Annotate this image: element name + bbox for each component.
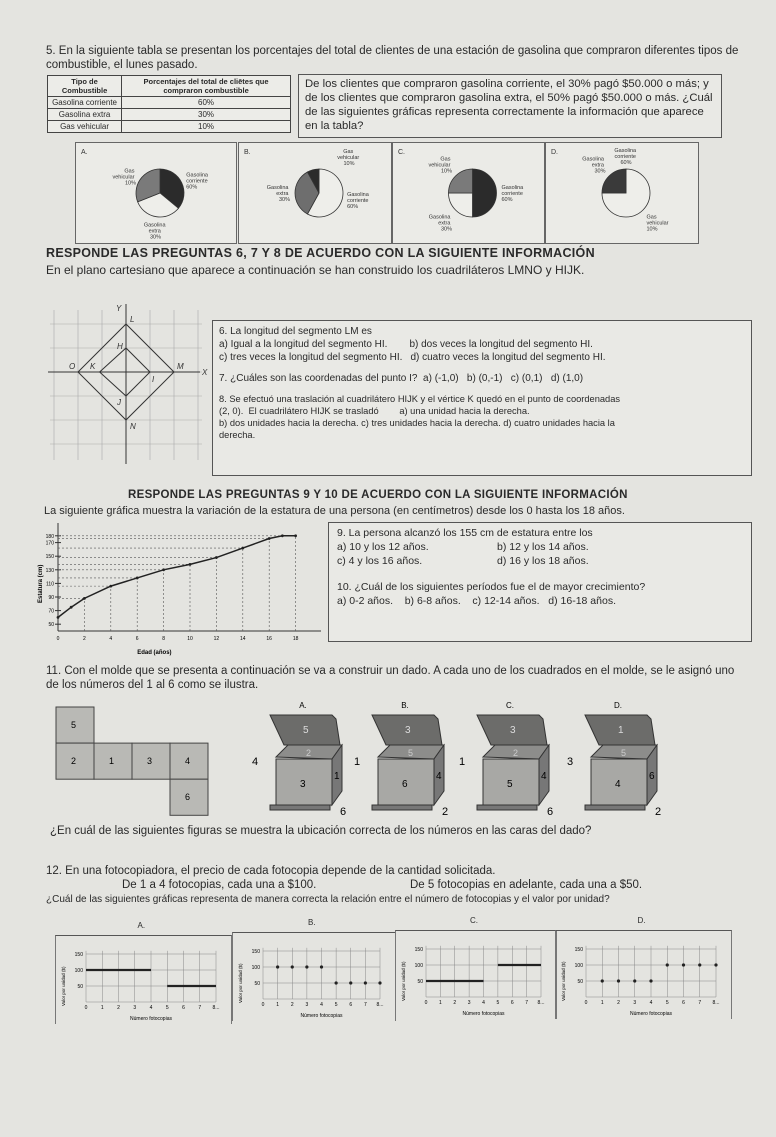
x-tick-label: 4 (649, 1000, 653, 1006)
data-point (109, 585, 112, 588)
die-base (270, 805, 330, 810)
table-header: Tipo de Combustible (48, 76, 122, 97)
x-tick-label: 6 (349, 1002, 353, 1008)
y-tick-label: 70 (48, 608, 54, 615)
data-point (189, 563, 192, 566)
pie-option-a[interactable] (75, 142, 237, 244)
x-tick-label: 0 (261, 1002, 265, 1008)
q9-option-a[interactable]: a) 10 y los 12 años. (337, 541, 429, 553)
data-point (649, 979, 652, 982)
q910-box (328, 522, 752, 642)
option-label: D. (551, 149, 558, 156)
q12-option-label: D. (637, 916, 646, 925)
x-tick-label: 4 (482, 1000, 485, 1006)
q6-option-c[interactable]: c) tres veces la longitud del segmento HI. (219, 352, 403, 363)
x-tick-label: 5 (165, 1005, 169, 1011)
x-tick-label: 2 (290, 1002, 294, 1008)
x-tick-label: 12 (213, 636, 220, 642)
x-tick-label: 7 (698, 1000, 702, 1006)
x-tick-label: 6 (135, 636, 139, 642)
x-axis-label: Número fotocopias (130, 1016, 172, 1022)
table-cell: Gasolina extra (48, 109, 122, 121)
y-tick-label: 100 (251, 965, 260, 971)
die-front-number: 5 (507, 779, 513, 790)
y-tick-label: 50 (77, 984, 83, 990)
data-point (215, 556, 218, 559)
data-point (364, 981, 367, 984)
q8-line4: derecha. (219, 430, 256, 440)
data-point (378, 981, 381, 984)
x-tick-label: 6 (682, 1000, 685, 1006)
data-point (83, 597, 86, 600)
section-intro-678: En el plano cartesiano que aparece a continuación se han construido los cuadriláteros LMNO y HIJK. (46, 263, 585, 277)
option-label: C. (506, 701, 514, 710)
die-left-number: 4 (252, 756, 259, 768)
x-tick-label: 4 (320, 1002, 323, 1008)
y-tick-label: 130 (45, 567, 54, 574)
q9-option-c[interactable]: c) 4 y los 16 años. (337, 555, 423, 567)
die-left-number: 1 (459, 756, 466, 768)
q11-text: 11. Con el molde que se presenta a continuación se va a construir un dado. A cada uno de los cuadrados en el molde, se le asignó uno de los números del 1 al 6 como se ilustra. (46, 665, 735, 691)
copy-chart-option-d[interactable] (555, 930, 732, 1019)
pie-slice-label: Gasolina corriente 60% (614, 148, 638, 166)
q12-option-label: A. (137, 921, 146, 930)
y-axis-label: Estatura (cm) (38, 564, 44, 603)
q9-option-d[interactable]: d) 16 y los 18 años. (497, 555, 589, 567)
copy-chart-option-b[interactable] (232, 932, 396, 1021)
x-tick-label: 3 (633, 1000, 637, 1006)
die-front-number: 6 (402, 779, 408, 790)
q8-line1: 8. Se efectuó una traslación al cuadrilátero HIJK y el vértice K quedó en el punto de coordenadas (219, 394, 621, 404)
pie-slice (449, 169, 473, 193)
pie-slice (449, 193, 473, 217)
height-chart (36, 521, 326, 657)
y-tick-label: 150 (45, 554, 54, 561)
q6-text: 6. La longitud del segmento LM es (219, 326, 372, 337)
pie-slice-label: Gas vehicular 10% (428, 156, 452, 175)
table-row (48, 109, 291, 121)
q6-option-d[interactable]: d) cuatro veces la longitud del segmento HI. (410, 352, 606, 363)
point-label: O (69, 362, 76, 371)
die-top-number: 1 (618, 725, 624, 736)
point-label: K (90, 362, 96, 371)
q10-options[interactable]: a) 0-2 años. b) 6-8 años. c) 12-14 años. d) 16-18 años. (337, 595, 616, 607)
pie-option-b[interactable] (238, 142, 392, 244)
option-label: C. (398, 149, 405, 156)
die-inner-number: 2 (306, 748, 312, 758)
die-side-number: 4 (436, 771, 442, 782)
height-curve (58, 536, 296, 618)
q678-box (212, 320, 752, 476)
data-point (162, 568, 165, 571)
option-label: B. (244, 149, 251, 156)
y-tick-label: 150 (574, 947, 583, 953)
table-row (48, 97, 291, 109)
y-tick-label: 100 (574, 963, 583, 969)
point-label: M (177, 362, 184, 371)
die-front-number: 4 (615, 779, 621, 790)
q12-line1: 12. En una fotocopiadora, el precio de cada fotocopia depende de la cantidad solicitada. (46, 865, 496, 877)
die-top-number: 3 (405, 725, 411, 736)
x-tick-label: 3 (305, 1002, 309, 1008)
x-tick-label: 0 (84, 1005, 88, 1011)
die-bottom-number: 2 (655, 806, 662, 818)
copy-chart-option-c[interactable] (395, 930, 557, 1019)
q7-text: 7. ¿Cuáles son las coordenadas del punto I? a) (-1,0) b) (0,-1) c) (0,1) d) (1,0) (219, 373, 584, 384)
x-axis-label: Número fotocopias (630, 1011, 672, 1017)
table-cell: Gas vehicular (48, 121, 122, 133)
table-cell: 30% (122, 109, 291, 121)
x-tick-label: 6 (182, 1005, 185, 1011)
y-tick-label: 50 (254, 981, 260, 987)
y-tick-label: 180 (45, 533, 54, 540)
x-tick-label: 8... (537, 1000, 545, 1006)
point-label: L (130, 315, 135, 324)
table-cell: 60% (122, 97, 291, 109)
x-axis-label: Número fotocopias (462, 1011, 505, 1017)
data-point (136, 577, 139, 580)
fuel-table (47, 75, 291, 133)
die-option-a[interactable] (248, 699, 361, 819)
y-tick-label: 150 (251, 949, 260, 955)
y-tick-label: 90 (48, 595, 54, 601)
x-tick-label: 2 (83, 636, 86, 642)
die-front-number: 3 (300, 779, 306, 790)
y-tick-label: 100 (74, 968, 83, 974)
net-number: 1 (109, 756, 115, 767)
x-tick-label: 7 (198, 1005, 202, 1011)
y-tick-label: 100 (414, 963, 423, 969)
x-tick-label: 2 (617, 1000, 620, 1006)
pie-slice (473, 169, 497, 217)
x-tick-label: 1 (276, 1002, 280, 1008)
table-cell: 10% (122, 121, 291, 133)
x-tick-label: 0 (56, 636, 60, 642)
x-tick-label: 16 (266, 636, 272, 642)
data-point (241, 547, 244, 550)
x-tick-label: 1 (600, 1000, 604, 1006)
die-left-number: 3 (567, 756, 574, 768)
x-tick-label: 1 (100, 1005, 104, 1011)
q11-question: ¿En cuál de las siguientes figuras se muestra la ubicación correcta de los números en las caras del dado? (50, 825, 592, 837)
die-bottom-number: 2 (442, 806, 449, 818)
die-side-number: 4 (541, 771, 547, 782)
pie-slice-label: Gas vehicular 10% (337, 148, 361, 167)
pie-slice-label: Gasolina corriente 60% (501, 185, 525, 203)
data-point (268, 537, 271, 540)
die-bottom-number: 6 (340, 806, 347, 818)
q12-line2b: De 5 fotocopias en adelante, cada una a $50. (410, 879, 643, 891)
data-point (276, 965, 279, 968)
q5-info-box: De los clientes que compraron gasolina corriente, el 30% pagó $50.000 o más; y de los clientes que compraron gasolina extra, el 50% pagó $50.000 o más. ¿Cuál de las siguientes gráficas representa correctamente la información que aparece en la tabla? (298, 74, 722, 138)
data-point (714, 963, 717, 966)
data-point (294, 534, 297, 537)
x-tick-label: 7 (363, 1002, 367, 1008)
q9-option-b[interactable]: b) 12 y los 14 años. (497, 541, 589, 553)
option-label: B. (401, 701, 409, 710)
pie-slice-label: Gas vehicular 10% (646, 214, 671, 233)
net-number: 4 (185, 756, 191, 767)
die-inner-number: 5 (621, 748, 627, 758)
pie-slice-label: Gas vehicular 10% (112, 168, 137, 187)
y-tick-label: 50 (417, 979, 423, 985)
data-point (320, 965, 323, 968)
q12-line2a: De 1 a 4 fotocopias, cada una a $100. (122, 879, 317, 891)
point-label: X (202, 368, 208, 377)
dice-net (55, 706, 215, 816)
x-tick-label: 8... (212, 1005, 220, 1011)
data-point (335, 981, 338, 984)
x-tick-label: 3 (467, 1000, 471, 1006)
data-point (617, 979, 620, 982)
q12-question: ¿Cuál de las siguientes gráficas representa de manera correcta la relación entre el número de fotocopias y el valor por unidad? (46, 894, 610, 905)
point-label: J (117, 398, 121, 407)
q6-option-b[interactable]: b) dos veces la longitud del segmento HI. (409, 339, 593, 350)
net-number: 2 (71, 756, 77, 767)
data-point (305, 965, 308, 968)
die-option-d[interactable] (563, 699, 673, 819)
y-axis-label: Valor por unidad ($) (561, 961, 566, 1001)
data-point (291, 965, 294, 968)
y-tick-label: 170 (45, 540, 54, 547)
die-option-b[interactable] (350, 699, 460, 819)
data-point (349, 981, 352, 984)
die-inner-number: 5 (408, 748, 414, 758)
die-base (477, 805, 537, 810)
die-top-number: 5 (303, 725, 309, 736)
section-heading-910: RESPONDE LAS PREGUNTAS 9 Y 10 DE ACUERDO CON LA SIGUIENTE INFORMACIÓN (128, 489, 628, 501)
q8-line3: b) dos unidades hacia la derecha. c) tres unidades hacia la derecha. d) cuatro unidades hacia la (219, 418, 615, 428)
y-axis-label: Valor por unidad ($) (238, 963, 243, 1003)
pie-slice (602, 169, 626, 193)
section-heading-678: RESPONDE LAS PREGUNTAS 6, 7 Y 8 DE ACUERDO CON LA SIGUIENTE INFORMACIÓN (46, 246, 595, 260)
y-axis-label: Valor por unidad ($) (61, 966, 66, 1006)
y-tick-label: 150 (414, 947, 423, 953)
data-point (633, 979, 636, 982)
y-tick-label: 50 (577, 979, 583, 985)
net-number: 3 (147, 756, 153, 767)
option-label: A. (81, 149, 88, 156)
data-point (601, 979, 604, 982)
x-tick-label: 8... (712, 1000, 720, 1006)
die-option-c[interactable] (455, 699, 565, 819)
x-tick-label: 3 (133, 1005, 137, 1011)
x-tick-label: 5 (665, 1000, 669, 1006)
data-point (57, 616, 60, 619)
q9-text: 9. La persona alcanzó los 155 cm de estatura entre los (337, 527, 593, 539)
x-tick-label: 4 (149, 1005, 153, 1011)
point-label: Y (116, 304, 122, 313)
data-point (698, 963, 701, 966)
data-point (70, 606, 73, 609)
data-point (682, 963, 685, 966)
point-label: H (117, 342, 123, 351)
copy-chart-option-a[interactable] (55, 935, 232, 1024)
x-tick-label: 10 (187, 636, 193, 642)
x-tick-label: 8 (162, 636, 165, 642)
q12-option-label: B. (308, 918, 316, 927)
point-label: N (130, 422, 136, 431)
cartesian-plane (44, 302, 208, 467)
q8-line2: (2, 0). El cuadrilátero HIJK se trasladó a) una unidad hacia la derecha. (219, 406, 530, 416)
x-tick-label: 0 (424, 1000, 428, 1006)
x-tick-label: 2 (453, 1000, 457, 1006)
y-tick-label: 110 (46, 581, 54, 588)
x-tick-label: 8... (376, 1002, 384, 1008)
die-side-number: 1 (334, 771, 340, 782)
die-inner-number: 2 (513, 748, 519, 758)
table-row (48, 121, 291, 133)
table-header: Porcentajes del total de cliētes que compraron combustible (122, 76, 291, 97)
die-bottom-number: 6 (547, 806, 554, 818)
y-tick-label: 150 (74, 952, 83, 958)
x-tick-label: 14 (240, 636, 246, 642)
y-tick-label: 50 (48, 622, 54, 629)
x-tick-label: 5 (334, 1002, 338, 1008)
q5-intro: 5. En la siguiente tabla se presentan los porcentajes del total de clientes de una estación de gasolina que compraron diferentes tipos de combustible, el lunes pasado. (46, 45, 739, 71)
pie-slice-label: Gasolina corriente 60% (347, 192, 371, 211)
x-tick-label: 0 (584, 1000, 588, 1006)
x-axis-label: Número fotocopias (300, 1013, 343, 1019)
q6-option-a[interactable]: a) Igual a la longitud del segmento HI. (219, 339, 388, 350)
pie-option-d[interactable] (545, 142, 699, 244)
y-axis-label: Valor por unidad ($) (401, 961, 406, 1001)
data-point (666, 963, 669, 966)
die-base (372, 805, 432, 810)
section-intro-910: La siguiente gráfica muestra la variación de la estatura de una persona (en centímetros) desde los 0 hasta los 18 años. (44, 505, 625, 517)
x-tick-label: 2 (117, 1005, 120, 1011)
pie-slice-label: Gasolina extra 30% (428, 214, 452, 233)
net-number: 5 (71, 720, 77, 730)
data-point (281, 534, 284, 537)
x-axis-label: Edad (años) (137, 650, 172, 656)
x-tick-label: 7 (525, 1000, 529, 1006)
pie-slice-label: Gasolina extra 30% (582, 156, 606, 175)
x-tick-label: 4 (109, 636, 113, 642)
option-label: D. (614, 701, 622, 710)
q12-option-label: C. (470, 916, 478, 925)
q10-text: 10. ¿Cuál de los siguientes períodos fue el de mayor crecimiento? (337, 581, 646, 593)
table-cell: Gasolina corriente (48, 97, 122, 109)
die-base (585, 805, 645, 810)
die-left-number: 1 (354, 756, 361, 768)
die-side-number: 6 (649, 771, 655, 782)
pie-slice-label: Gasolina extra 30% (143, 222, 168, 241)
net-number: 6 (185, 792, 191, 803)
x-tick-label: 1 (438, 1000, 442, 1006)
pie-option-c[interactable] (392, 142, 545, 244)
option-label: A. (299, 701, 307, 710)
die-top-number: 3 (510, 725, 516, 736)
pie-slice-label: Gasolina extra 30% (266, 185, 290, 203)
pie-slice-label: Gasolina corriente 60% (186, 172, 210, 191)
x-tick-label: 6 (510, 1000, 514, 1006)
point-label: I (152, 375, 155, 384)
x-tick-label: 18 (292, 636, 299, 642)
x-tick-label: 5 (496, 1000, 500, 1006)
